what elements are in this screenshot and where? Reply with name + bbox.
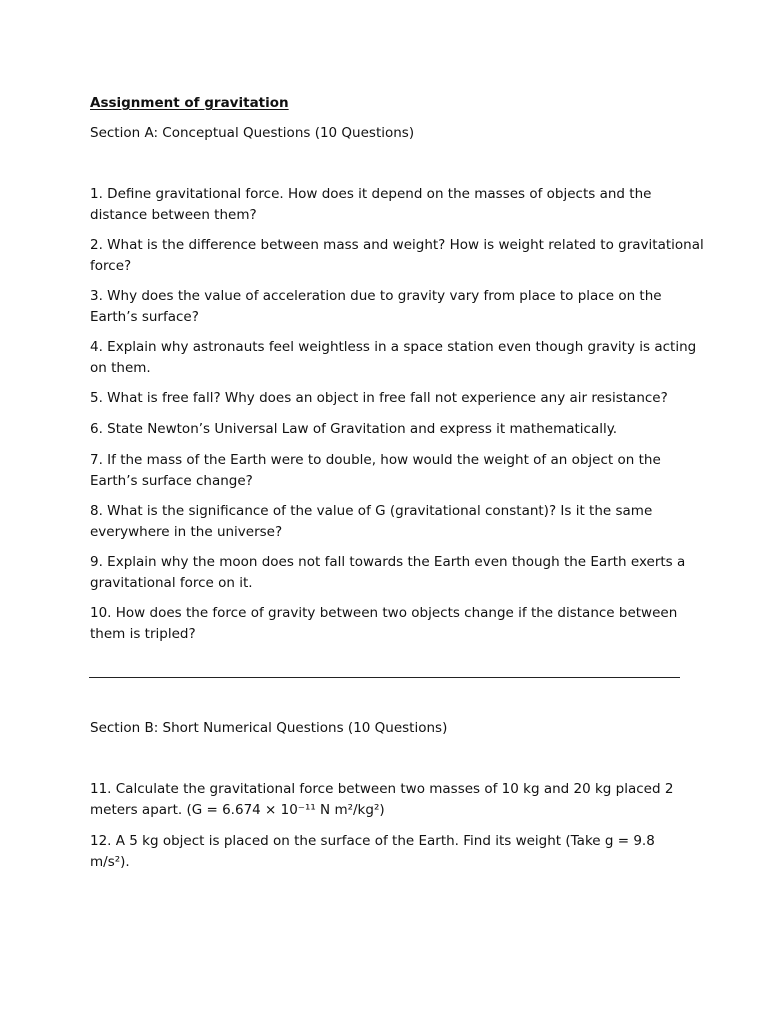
question-6-line-1: 6. State Newton’s Universal Law of Gravitation and express it mathematically.: [90, 421, 618, 437]
question-3-line-2: Earth’s surface?: [90, 309, 199, 325]
section-divider: [89, 677, 680, 678]
question-12-line-1: 12. A 5 kg object is placed on the surface of the Earth. Find its weight (Take g = 9.8: [90, 833, 655, 849]
question-8-line-1: 8. What is the significance of the value of G (gravitational constant)? Is it the same: [90, 503, 653, 519]
section-a-heading: Section A: Conceptual Questions (10 Questions): [90, 125, 415, 141]
question-11-line-2: meters apart. (G = 6.674 × 10⁻¹¹ N m²/kg²): [90, 802, 385, 818]
question-2-line-2: force?: [90, 258, 132, 274]
question-12-line-2: m/s²).: [90, 854, 130, 870]
document-title: Assignment of gravitation: [90, 95, 289, 111]
question-7-line-2: Earth’s surface change?: [90, 473, 253, 489]
question-8-line-2: everywhere in the universe?: [90, 524, 283, 540]
question-7-line-1: 7. If the mass of the Earth were to double, how would the weight of an object on the: [90, 452, 661, 468]
question-9-line-2: gravitational force on it.: [90, 575, 253, 591]
section-b-heading: Section B: Short Numerical Questions (10 Questions): [90, 720, 448, 736]
question-10-line-2: them is tripled?: [90, 626, 196, 642]
question-11-line-1: 11. Calculate the gravitational force between two masses of 10 kg and 20 kg placed 2: [90, 781, 674, 797]
question-1-line-1: 1. Define gravitational force. How does it depend on the masses of objects and the: [90, 186, 652, 202]
question-1-line-2: distance between them?: [90, 207, 257, 223]
question-5-line-1: 5. What is free fall? Why does an object in free fall not experience any air resistance?: [90, 390, 668, 406]
question-10-line-1: 10. How does the force of gravity between two objects change if the distance between: [90, 605, 678, 621]
question-9-line-1: 9. Explain why the moon does not fall towards the Earth even though the Earth exerts a: [90, 554, 686, 570]
question-4-line-1: 4. Explain why astronauts feel weightless in a space station even though gravity is acting: [90, 339, 697, 355]
question-4-line-2: on them.: [90, 360, 151, 376]
question-2-line-1: 2. What is the difference between mass and weight? How is weight related to gravitational: [90, 237, 704, 253]
question-3-line-1: 3. Why does the value of acceleration due to gravity vary from place to place on the: [90, 288, 662, 304]
